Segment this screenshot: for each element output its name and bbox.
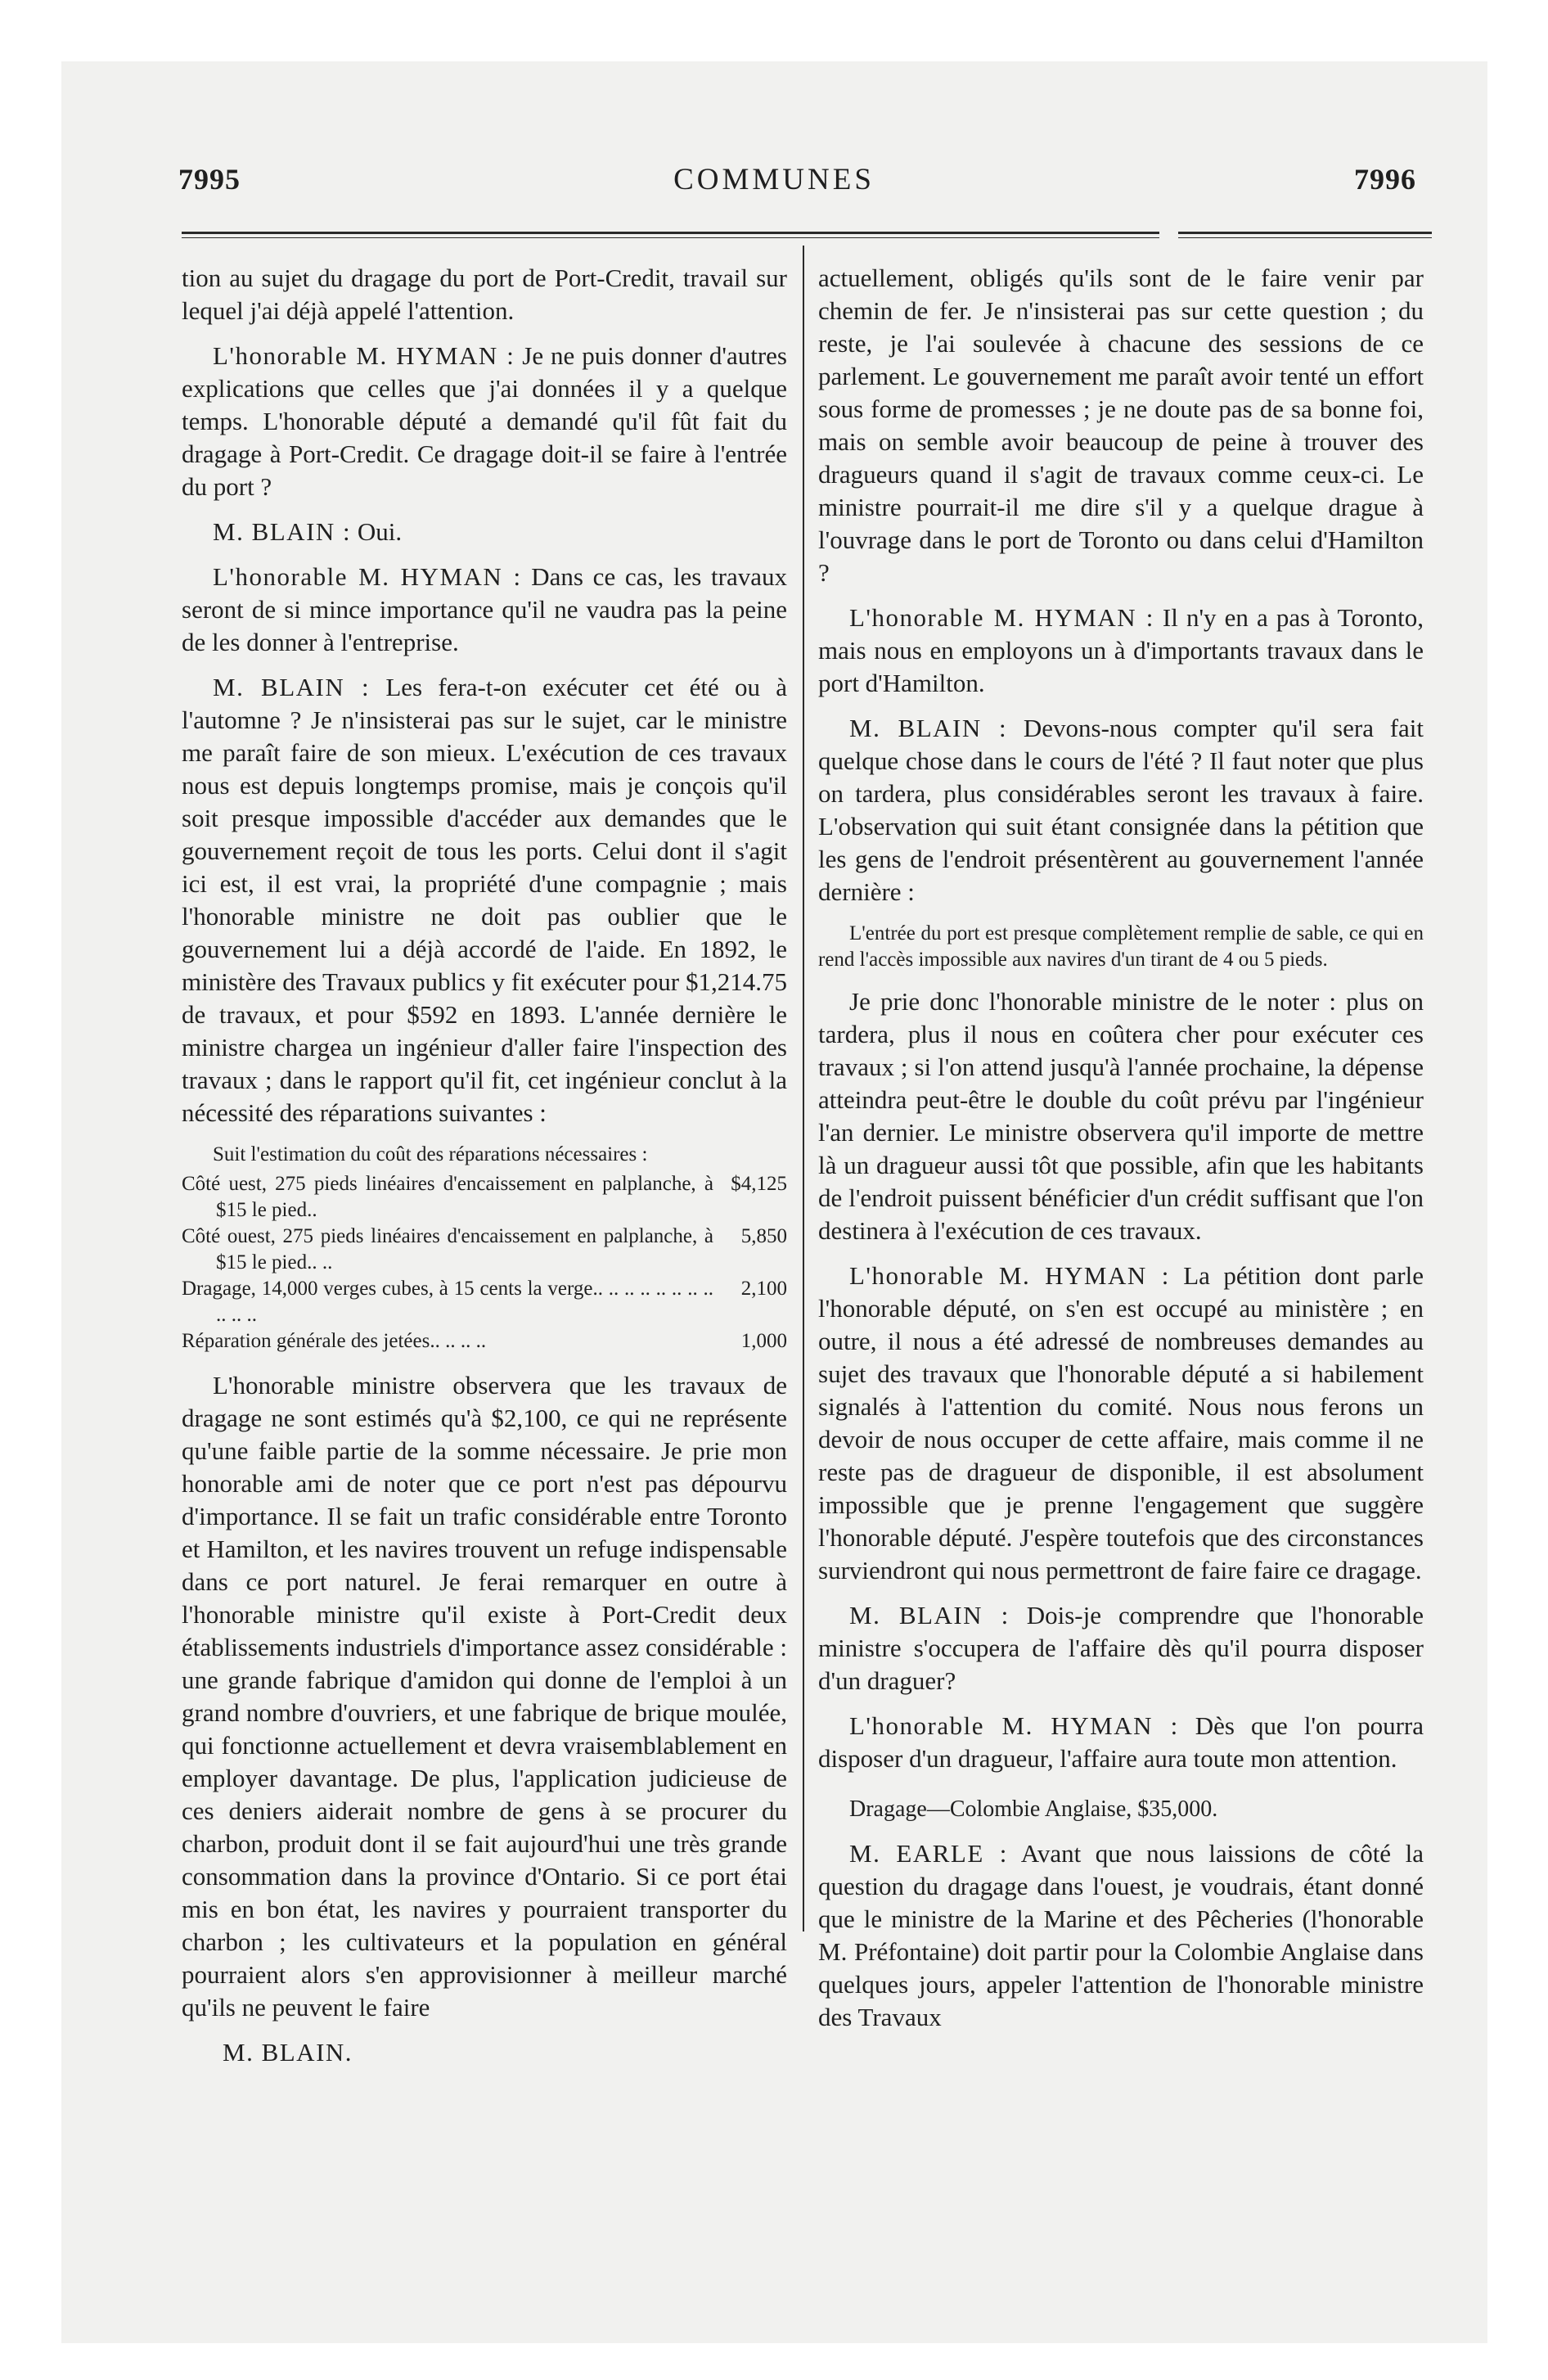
paragraph bbox=[818, 602, 1424, 700]
section-heading: Dragage—Colombie Anglaise, $35,000. bbox=[849, 1796, 1218, 1822]
speech-text: Dès que l'on pourra disposer d'un dragueur, l'affaire aura toute mon attention. bbox=[818, 1711, 1424, 1773]
speech-text: Les fera-t-on exécuter cet été ou à l'automne ? Je n'insisterai pas sur le sujet, car le ministre me paraît faire de son mieux. L'exécution de ces travaux nous est depuis longtemps promise, mais je conçois qu'il soit presque impossible d'accéder aux demandes que le gouvernement reçoit de tous les ports. Celui dont il s'agit ici est, il est vrai, la propriété d'une compagnie ; mais l'honorable ministre ne doit pas oublier que le gouvernement lui a déjà accordé de l'aide. En 1892, le ministère des Travaux publics y fit exécuter pour $1,214.75 de travaux, et pour $592 en 1893. L'année dernière le ministre chargea un ingénieur d'aller faire l'inspection des travaux ; dans le rapport qu'il fit, cet ingénieur conclut à la nécessité des réparations suivantes : bbox=[182, 673, 787, 1127]
speech-text: Devons-nous compter qu'il sera fait quelque chose dans le cours de l'été ? Il faut noter que plus on tardera, plus considérables seront les travaux à faire. L'observation qui suit étant consignée dans la pétition que les gens de l'endroit présentèrent au gouvernement l'année dernière : bbox=[818, 714, 1424, 906]
paragraph bbox=[182, 516, 787, 548]
paragraph bbox=[182, 671, 787, 1129]
paragraph: actuellement, obligés qu'ils sont de le faire venir par chemin de fer. Je n'insisterai pas sur cette question ; du reste, je l'ai soulevée à chacune des sessions de ce parlement. Le gouvernement me paraît avoir tenté un effort sous forme de promesses ; je ne doute pas de sa bonne foi, mais on semble avoir beaucoup de peine à trouver des dragueurs quand il s'agit de travaux comme ceux-ci. Le ministre pourrait-il me dire s'il y a quelque drague à l'ouvrage dans le port de Toronto ou dans celui d'Hamilton ? bbox=[818, 264, 1424, 587]
speech-text: Il n'y en a pas à Toronto, mais nous en employons un à d'importants travaux dans le port d'Hamilton. bbox=[818, 603, 1424, 697]
right-page-number: 7996 bbox=[1354, 163, 1416, 196]
running-title: COMMUNES bbox=[673, 163, 875, 196]
speech-text: La pétition dont parle l'honorable député, on s'en est occupé au ministère ; en outre, il nous a été adressé de nombreuses demandes au sujet des travaux que l'honorable député a si habilement signalés à l'attention du comité. Nous nous ferons un devoir de nous occuper de cette affaire, mais comme il ne reste pas de dragueur de disponible, il est absolument impossible que je prenne l'engagement que suggère l'honorable député. J'espère toutefois que des circonstances surviendront qui nous permettront de faire faire ce dragage. bbox=[818, 1261, 1424, 1584]
estimate-amount: 1,000 bbox=[740, 1330, 787, 1352]
estimate-description: Réparation générale des jetées.. .. .. .. bbox=[182, 1330, 487, 1352]
header-rule-left bbox=[182, 232, 1159, 234]
speaker-name: M. EARLE : bbox=[849, 1839, 1008, 1868]
paragraph: Je prie donc l'honorable ministre de le noter : plus on tardera, plus il nous en coûtera cher pour exécuter ces travaux ; si l'on attend jusqu'à l'année prochaine, la dépense atteindra peut-être le double du coût prévu par l'ingénieur l'an dernier. Le ministre observera qu'il importe de mettre là un dragueur aussi tôt que possible, afin que les habitants de l'endroit puissent bénéficier d'un crédit suffisant que l'on destinera à l'exécution de ces travaux. bbox=[818, 987, 1424, 1245]
estimate-description: Côté ouest, 275 pieds linéaires d'encaissement en palplanche, à $15 le pied.. .. bbox=[182, 1225, 713, 1273]
estimate-item bbox=[182, 1328, 787, 1355]
speech-text: Oui. bbox=[351, 517, 403, 546]
catchword-speaker: M. BLAIN. bbox=[223, 2038, 353, 2067]
speaker-name: M. BLAIN : bbox=[849, 714, 1008, 742]
paragraph: L'honorable ministre observera que les travaux de dragage ne sont estimés qu'à $2,100, ce qui ne représente qu'une faible partie de la somme nécessaire. Je prie mon honorable ami de noter que ce port n'est pas dépourvu d'importance. Il se fait un trafic considérable entre Toronto et Hamilton, et les navires trouvent un refuge indispensable dans ce port naturel. Je ferai remarquer en outre à l'honorable ministre qu'il existe à Port-Credit deux établissements industriels d'importance assez considérable : une grande fabrique d'amidon qui donne de l'emploi à un grand nombre d'ouvriers, et une fabrique de brique moulée, qui fonctionne actuellement et devra vraisemblablement en employer davantage. De plus, l'application judicieuse de ces deniers aiderait nombre de gens à se procurer du charbon, produit dont il se fait aujourd'hui une très grande consommation dans la province d'Ontario. Si ce port étai mis en bon état, les navires y pourraient transporter du charbon ; les cultivateurs et la population en général pourraient alors s'en approvisionner à meilleur marché qu'ils ne peuvent le faire bbox=[182, 1371, 787, 2022]
speech-text: Je ne puis donner d'autres explications que celles que j'ai données il y a quelque temps. L'honorable député a demandé qu'il fût fait du dragage à Port-Credit. Ce dragage doit-il se faire à l'entrée du port ? bbox=[182, 341, 787, 501]
estimate-description: Dragage, 14,000 verges cubes, à 15 cents la verge.. .. .. .. .. .. .. .. .. .. .. bbox=[182, 1278, 713, 1326]
paragraph bbox=[818, 1599, 1424, 1697]
speaker-name: L'honorable M. HYMAN : bbox=[849, 1261, 1170, 1290]
speaker-name: M. BLAIN : bbox=[849, 1601, 1010, 1629]
header-rule-left-thin bbox=[182, 237, 1159, 238]
paragraph bbox=[182, 340, 787, 503]
speaker-name: L'honorable M. HYMAN : bbox=[213, 341, 515, 370]
paragraph bbox=[818, 1260, 1424, 1587]
left-column bbox=[182, 262, 787, 2069]
speaker-name: L'honorable M. HYMAN : bbox=[213, 562, 522, 591]
column-divider bbox=[803, 246, 804, 1931]
paragraph bbox=[818, 1710, 1424, 1775]
estimate-title: Suit l'estimation du coût des réparations nécessaires : bbox=[213, 1143, 648, 1165]
estimate-item bbox=[182, 1224, 787, 1276]
paragraph: tion au sujet du dragage du port de Port-Credit, travail sur lequel j'ai déjà appelé l'attention. bbox=[182, 264, 787, 325]
right-column bbox=[818, 262, 1424, 2046]
estimate-item bbox=[182, 1276, 787, 1328]
speaker-name: L'honorable M. HYMAN : bbox=[849, 1711, 1179, 1740]
speaker-name: L'honorable M. HYMAN : bbox=[849, 603, 1154, 632]
estimate-description: Côté uest, 275 pieds linéaires d'encaissement en palplanche, à $15 le pied.. bbox=[182, 1173, 713, 1221]
estimate-amount: $4,125 bbox=[731, 1173, 787, 1195]
speech-text: Dans ce cas, les travaux seront de si mince importance qu'il ne vaudra pas la peine de les donner à l'entreprise. bbox=[182, 562, 788, 656]
header-rule-right bbox=[1178, 232, 1432, 234]
estimate-list bbox=[182, 1171, 787, 1355]
estimate-amount: 5,850 bbox=[740, 1225, 787, 1247]
estimate-amount: 2,100 bbox=[740, 1278, 787, 1300]
header-rule-right-thin bbox=[1178, 237, 1432, 238]
petition-quote: L'entrée du port est presque complètement remplie de sable, ce qui en rend l'accès impossible aux navires d'un tirant de 4 ou 5 pieds. bbox=[818, 922, 1424, 971]
paragraph bbox=[182, 561, 787, 659]
paragraph bbox=[818, 1837, 1424, 2034]
paragraph bbox=[818, 712, 1424, 908]
speech-text: Dois-je comprendre que l'honorable ministre s'occupera de l'affaire dès qu'il pourra disposer d'un draguer? bbox=[818, 1601, 1424, 1695]
estimate-item bbox=[182, 1171, 787, 1224]
left-page-number: 7995 bbox=[178, 163, 241, 196]
speaker-name: M. BLAIN : bbox=[213, 673, 371, 701]
speech-text: Avant que nous laissions de côté la question du dragage dans l'ouest, je voudrais, étant donné que le ministre de la Marine et des Pêcheries (l'honorable M. Préfontaine) doit partir pour la Colombie Anglaise dans quelques jours, appeler l'attention de l'honorable ministre des Travaux bbox=[818, 1839, 1424, 2031]
speaker-name: M. BLAIN : bbox=[213, 517, 352, 546]
